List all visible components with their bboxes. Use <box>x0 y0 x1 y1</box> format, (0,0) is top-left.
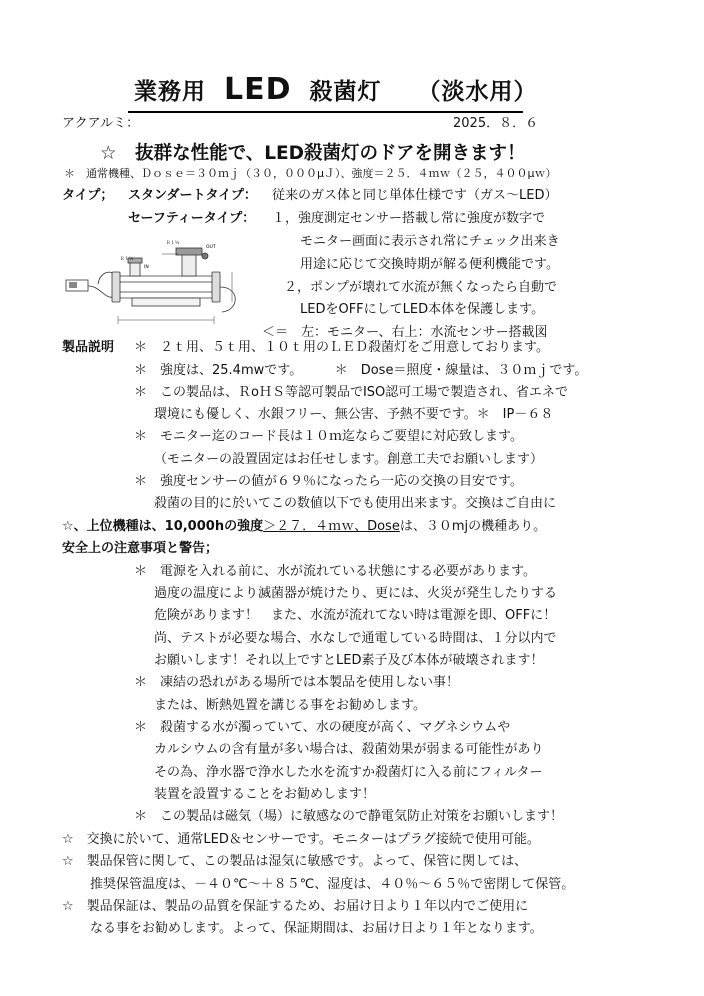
title-variant: （淡水用） <box>417 79 538 105</box>
safety-line: ２，ポンプが壊れて水流が無くなったら自動で <box>284 280 558 295</box>
title-led: LED <box>224 72 292 107</box>
diagram-label-out-size: Ｒ１½ <box>166 241 180 246</box>
safety-item: ＊ この製品は磁気（場）に敏感なので静電気防止対策をお願いします！ <box>134 809 564 824</box>
safety-item: ＊ 電源を入れる前に、水が流れている状態にする必要があります。 <box>134 564 536 579</box>
upper-model-prefix: ☆、上位機種は、10,000hの強度 <box>62 519 264 534</box>
product-label: 製品説明 <box>62 340 115 355</box>
safety-line: 用途に応じて交換時期が解る便利機能です。 <box>300 257 559 272</box>
standard-type-label: スタンダートタイプ： <box>128 188 257 203</box>
note-line: 推奨保管温度は、－４０℃～＋８５℃、湿度は、４０％～６５％で密閉して保管。 <box>90 877 575 892</box>
safety-item: 過度の温度により滅菌器が焼けたり、更には、火災が発生したりする <box>154 586 558 601</box>
upper-model-spec: ＞２７．４ｍｗ、Dose <box>263 519 400 534</box>
safety-item: ＊ 凍結の恐れがある場所では本製品を使用しない事！ <box>134 675 460 690</box>
title-underline <box>128 111 523 113</box>
types-label: タイプ； <box>62 188 114 203</box>
safety-type-label: セーフティータイプ： <box>128 211 256 226</box>
safety-line: ＜＝ 左：モニター、右上：水流センサー搭載図 <box>262 325 548 340</box>
document-date: 2025．８．６ <box>453 116 539 131</box>
product-line: 殺菌の目的に於いてこの数値以下でも使用出来ます。交換はご自由に <box>154 496 556 511</box>
headline: ☆ 抜群な性能で、LED殺菌灯のドアを開きます！ <box>100 143 526 164</box>
product-line: ＊ 強度センサーの値が６９％になったら一応の交換の目安です。 <box>134 474 523 489</box>
safety-line: モニター画面に表示され常にチェック出来き <box>300 234 560 249</box>
safety-item: 装置を設置することをお勧めします！ <box>154 787 376 802</box>
safety-item: その為、浄水器で浄水した水を流すか殺菌灯に入る前にフィルター <box>154 765 543 780</box>
company-name: アクアルミ： <box>62 116 140 131</box>
safety-item: または、断熱処置を講じる事をお勧めします。 <box>154 698 426 713</box>
safety-line: １，強度測定センサー搭載し常に強度が数字で <box>272 211 546 226</box>
note-line: ☆ 製品保管に関して、この製品は湿気に敏感です。よって、保管に関しては、 <box>62 854 528 869</box>
diagram-label-in-size: Ｒ１½ <box>120 257 134 262</box>
diagram-label-in: IN <box>144 265 149 270</box>
safety-line: LEDをOFFにしてLED本体を保護します。 <box>300 302 545 317</box>
note-line: なる事をお勧めします。よって、保証期間は、お届け日より１年となります。 <box>90 921 543 936</box>
product-line: ＊ ２ｔ用、５ｔ用、１０ｔ用のＬＥＤ殺菌灯をご用意しております。 <box>134 340 549 355</box>
page-title <box>134 72 538 107</box>
product-line: ＊ 強度は、25.4mwです。 ＊ Dose＝照度・線量は、３０ｍｊです。 <box>134 363 588 378</box>
title-name: 殺菌灯 <box>309 79 382 105</box>
note-line: ☆ 交換に於いて、通常LED＆センサーです。モニターはプラグ接続で使用可能。 <box>62 832 540 847</box>
safety-item: 危険があります！ また、水流が流れてない時は電源を即、OFFに！ <box>154 608 557 623</box>
standard-type-desc: 従来のガス体と同じ単体仕様です（ガス～LED） <box>272 188 558 203</box>
title-prefix: 業務用 <box>134 79 206 105</box>
spec-note: ＊ 通常機種、Ｄｏｓｅ＝３０ｍｊ（３０，０００μＪ）、強度＝２５．４ｍｗ（２５，４００μｗ） <box>64 167 557 180</box>
upper-model-suffix: は、３０mjの機種あり。 <box>399 519 547 534</box>
lamp-tube <box>118 276 214 298</box>
note-line: ☆ 製品保証は、製品の品質を保証するため、お届け日より１年以内でご使用に <box>62 899 529 914</box>
device-diagram <box>62 232 252 330</box>
product-line: 環境にも優しく、水銀フリー、無公害、予熱不要です。＊ IP－６８ <box>154 407 554 422</box>
safety-item: お願いします！それ以上ですとLED素子及び本体が破壊されます！ <box>154 653 544 668</box>
safety-heading: 安全上の注意事項と警告； <box>62 541 219 556</box>
safety-item: ＊ 殺菌する水が濁っていて、水の硬度が高く、マグネシウムや <box>134 720 511 735</box>
product-line: ＊ モニター迄のコード長は１０ｍ迄ならご要望に対応致します。 <box>134 429 523 444</box>
product-line: ＊ この製品は、ＲoＨＳ等認可製品でISO認可工場で製造され、省エネで <box>134 385 569 400</box>
safety-item: 尚、テストが必要な場合、水なしで通電している時間は、１分以内で <box>154 631 557 646</box>
product-line: （モニターの設置固定はお任せします。創意工夫でお願いします） <box>154 452 543 467</box>
upper-model-note <box>62 518 546 535</box>
safety-item: カルシウムの含有量が多い場合は、殺菌効果が弱まる可能性があり <box>154 742 544 757</box>
diagram-label-out: OUT <box>206 245 216 250</box>
